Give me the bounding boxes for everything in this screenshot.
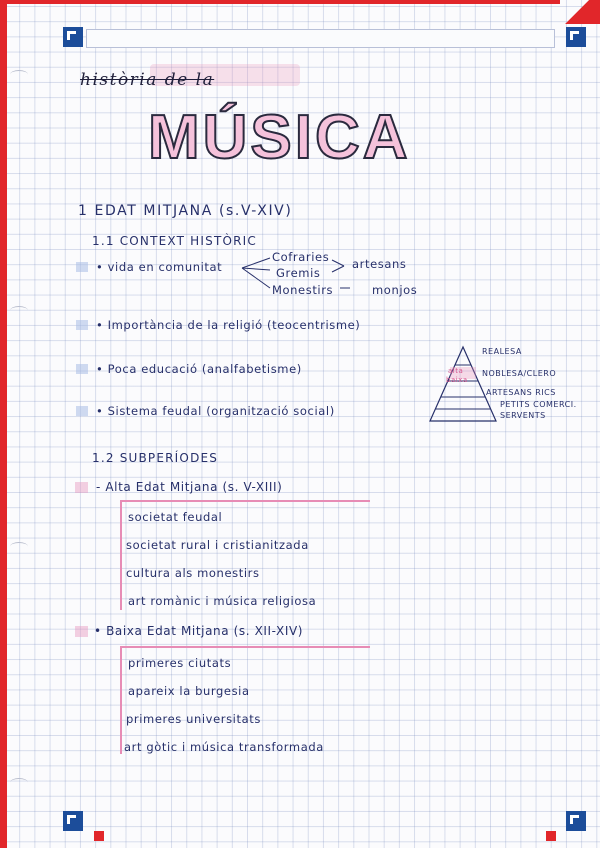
pyramid-level: ARTESANS RICS	[486, 388, 556, 397]
punch-hole	[10, 542, 28, 551]
subsection-heading: 1.1 CONTEXT HISTÒRIC	[92, 234, 257, 248]
period-item: cultura als monestirs	[126, 566, 260, 580]
period-item: art gòtic i música transformada	[124, 740, 324, 754]
corner-mark-icon	[566, 811, 586, 831]
pink-bracket	[120, 646, 370, 648]
branch-result: artesans	[352, 257, 407, 271]
social-pyramid	[428, 345, 498, 425]
page-subtitle: història de la	[80, 70, 215, 90]
red-left-border	[0, 0, 7, 848]
pink-bracket	[120, 500, 122, 610]
branch-result: monjos	[372, 283, 418, 297]
red-square	[546, 831, 556, 841]
period-item: societat rural i cristianitzada	[126, 538, 309, 552]
section-heading: 1 EDAT MITJANA (s.V-XIV)	[78, 203, 293, 219]
highlight-mark	[76, 364, 88, 374]
pink-bracket	[120, 500, 370, 502]
red-top-border	[0, 0, 560, 4]
punch-hole	[10, 70, 28, 79]
red-corner	[560, 0, 600, 24]
period-heading: - Alta Edat Mitjana (s. V-XIII)	[96, 480, 283, 494]
punch-hole	[10, 306, 28, 315]
highlight-mark	[76, 406, 88, 416]
pyramid-level: REALESA	[482, 347, 522, 356]
red-square	[94, 831, 104, 841]
highlight-mark	[75, 626, 88, 637]
list-item: • vida en comunitat	[96, 260, 223, 274]
header-box	[86, 29, 555, 48]
pyramid-level: SERVENTS	[500, 411, 546, 420]
list-item: • Importància de la religió (teocentrisme)	[96, 318, 361, 332]
branch-label: Cofraries	[272, 250, 330, 264]
pyramid-level: PETITS COMERCI.	[500, 400, 577, 409]
corner-mark-icon	[63, 811, 83, 831]
corner-mark-icon	[566, 27, 586, 47]
highlight-mark	[76, 320, 88, 330]
highlight-mark	[76, 262, 88, 272]
period-item: primeres ciutats	[128, 656, 232, 670]
period-item: societat feudal	[128, 510, 223, 524]
pyramid-inner-label: baixa	[446, 376, 468, 384]
subsection-heading: 1.2 SUBPERÍODES	[92, 451, 219, 465]
pink-bracket	[120, 646, 122, 754]
period-item: art romànic i música religiosa	[128, 594, 317, 608]
punch-hole	[10, 778, 28, 787]
branch-label: Monestirs	[272, 283, 334, 297]
page-title: MÚSICA	[148, 103, 411, 172]
list-item: • Poca educació (analfabetisme)	[96, 362, 302, 376]
pyramid-inner-label: alta	[448, 367, 464, 375]
highlight-mark	[75, 482, 88, 493]
branch-label: Gremis	[276, 266, 321, 280]
list-item: • Sistema feudal (organització social)	[96, 404, 335, 418]
period-item: primeres universitats	[126, 712, 261, 726]
corner-mark-icon	[63, 27, 83, 47]
period-heading: • Baixa Edat Mitjana (s. XII-XIV)	[94, 624, 304, 638]
pyramid-level: NOBLESA/CLERO	[482, 369, 557, 378]
period-item: apareix la burgesia	[128, 684, 250, 698]
